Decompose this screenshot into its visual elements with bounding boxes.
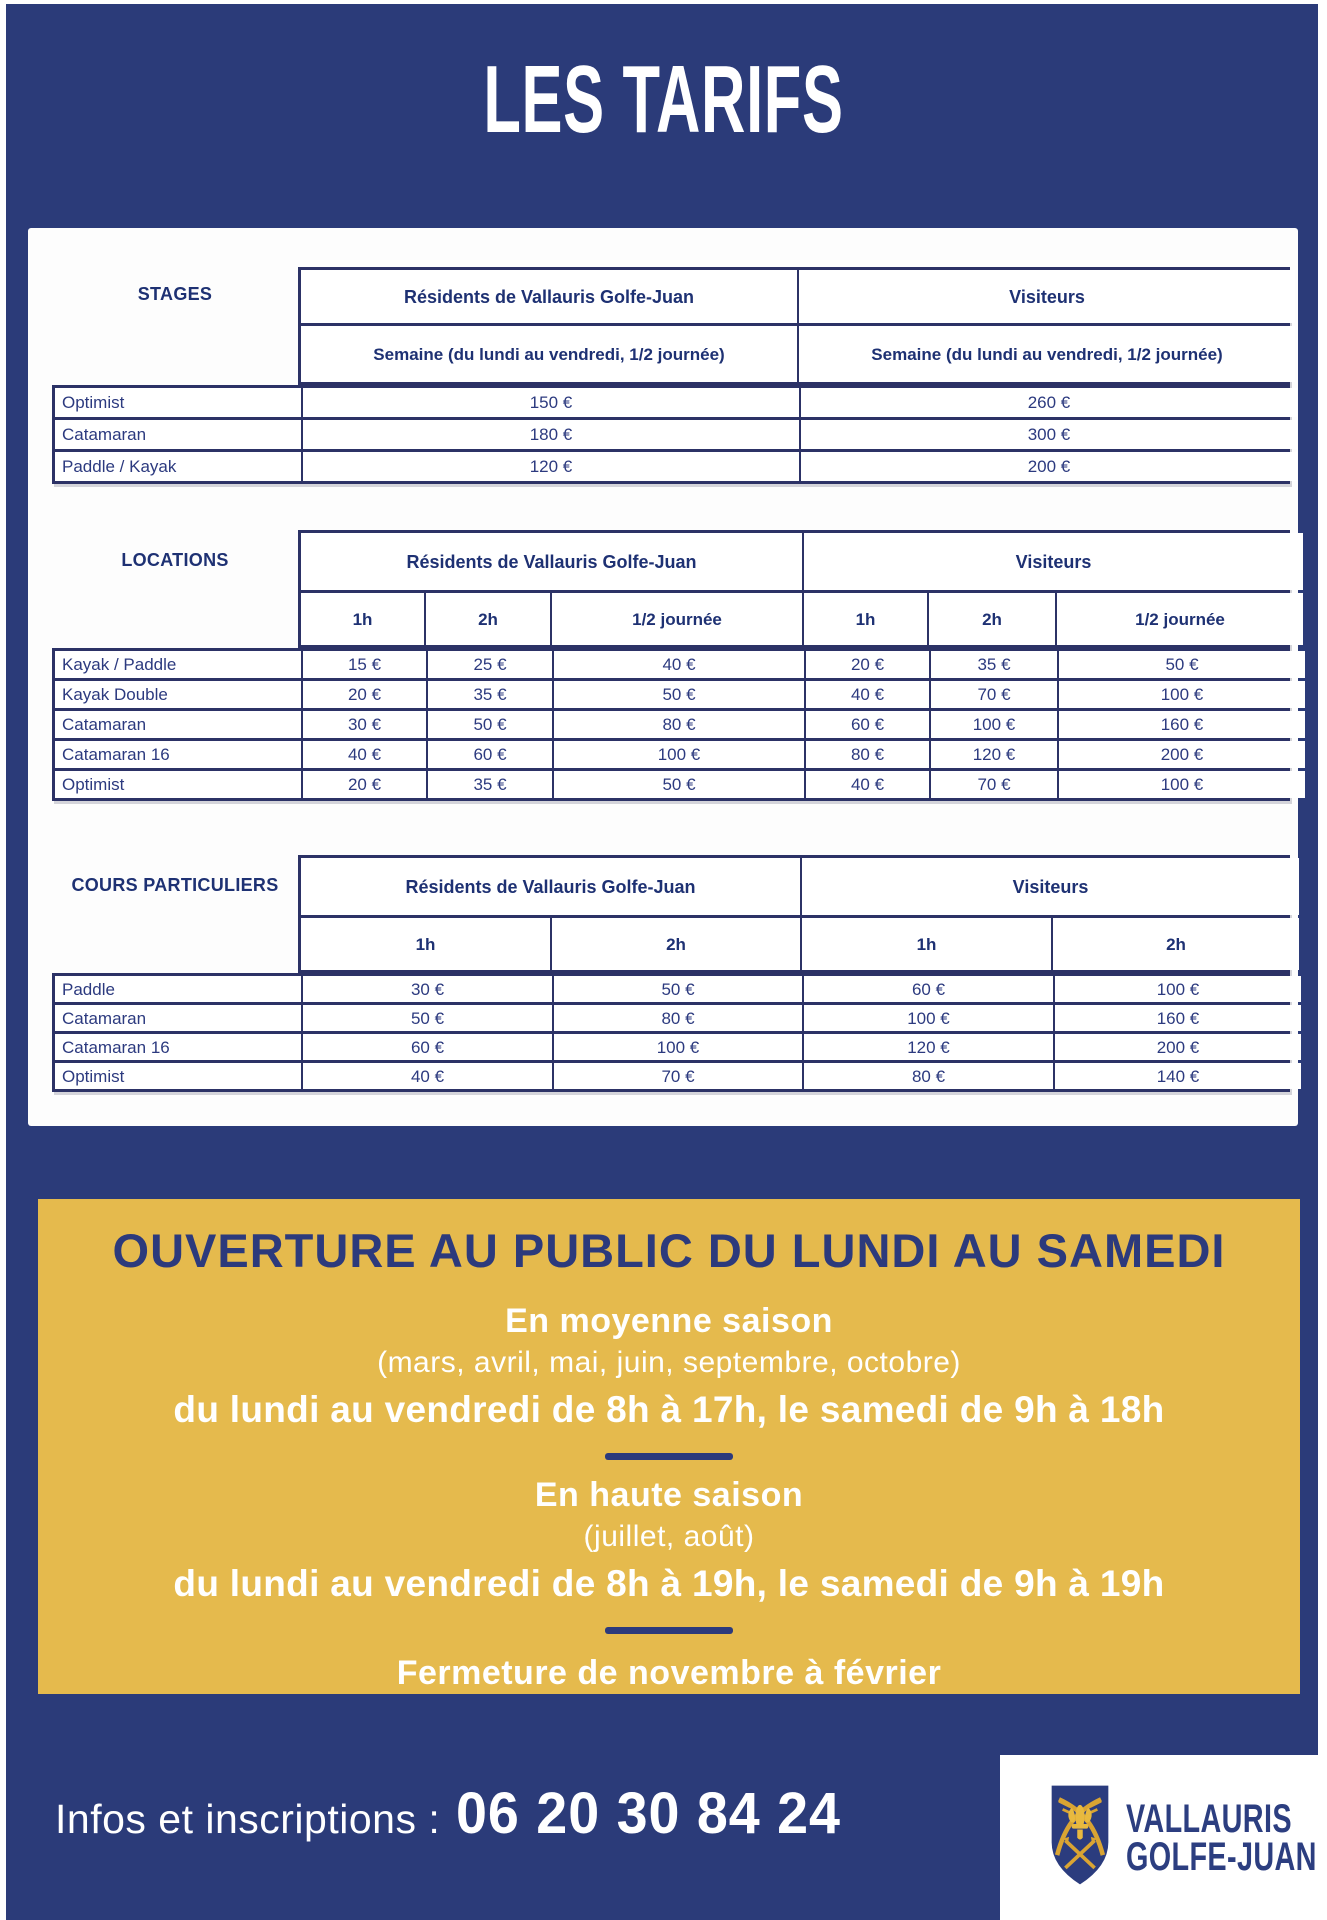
opening-hours-panel	[38, 1199, 1300, 1694]
price-cell: 80 €	[806, 741, 929, 768]
row-label-cell: Catamaran	[55, 711, 301, 738]
price-cell: 120 €	[303, 452, 799, 481]
row-label-cell: Optimist	[55, 388, 301, 417]
tariff-header-stages	[298, 267, 1290, 385]
row-label-cell: Optimist	[55, 1063, 301, 1089]
sub-header-cell: 1h	[301, 593, 424, 645]
price-cell: 160 €	[1059, 711, 1305, 738]
tariff-header-cours-particuliers	[298, 855, 1290, 973]
section-label-stages: STAGES	[137, 284, 213, 304]
price-cell: 60 €	[303, 1034, 552, 1060]
price-cell: 100 €	[804, 1005, 1053, 1031]
price-cell: 300 €	[801, 420, 1297, 449]
row-label-cell: Catamaran	[55, 1005, 301, 1031]
row-label-cell: Kayak / Paddle	[55, 651, 301, 678]
row-label-cell: Optimist	[55, 771, 301, 798]
price-cell: 120 €	[931, 741, 1057, 768]
sub-header-cell: 1/2 journée	[1057, 593, 1303, 645]
page-title-text: LES TARIFS	[483, 46, 844, 153]
price-cell: 35 €	[428, 771, 552, 798]
price-cell: 80 €	[804, 1063, 1053, 1089]
footer-contact-line	[55, 1780, 857, 1847]
price-cell: 30 €	[303, 976, 552, 1002]
tariff-table-locations	[52, 648, 1290, 801]
price-cell: 60 €	[806, 711, 929, 738]
season-months-high: (juillet, août)	[583, 1520, 755, 1553]
price-cell: 40 €	[806, 771, 929, 798]
price-cell: 40 €	[303, 741, 426, 768]
price-cell: 50 €	[554, 771, 804, 798]
logo-box	[1000, 1755, 1327, 1920]
price-cell: 20 €	[303, 681, 426, 708]
price-cell: 160 €	[1055, 1005, 1301, 1031]
price-cell: 20 €	[806, 651, 929, 678]
price-cell: 200 €	[1059, 741, 1305, 768]
sub-header-cell: 1h	[301, 918, 550, 970]
price-cell: 100 €	[1055, 976, 1301, 1002]
tariff-table-stages	[52, 385, 1290, 484]
row-label-cell: Paddle / Kayak	[55, 452, 301, 481]
price-cell: 120 €	[804, 1034, 1053, 1060]
season-heading-high: En haute saison	[534, 1476, 804, 1514]
tariff-header-locations	[298, 530, 1290, 648]
sub-header-cell: Semaine (du lundi au vendredi, 1/2 journée)	[301, 326, 797, 382]
page-title	[0, 46, 1327, 153]
section-label-cours-particuliers: COURS PARTICULIERS	[71, 874, 279, 895]
price-cell: 140 €	[1055, 1063, 1301, 1089]
group-header-cell: Résidents de Vallauris Golfe-Juan	[301, 533, 802, 590]
price-cell: 200 €	[1055, 1034, 1301, 1060]
group-header-cell: Visiteurs	[799, 270, 1295, 323]
logo-text-line2: GOLFE-JUAN	[1126, 1834, 1317, 1879]
price-cell: 50 €	[1059, 651, 1305, 678]
footer-phone-number: 06 20 30 84 24	[456, 1781, 842, 1846]
season-months-mid: (mars, avril, mai, juin, septembre, octobre)	[377, 1346, 961, 1379]
price-cell: 70 €	[931, 681, 1057, 708]
price-cell: 15 €	[303, 651, 426, 678]
hours-title: OUVERTURE AU PUBLIC DU LUNDI AU SAMEDI	[112, 1224, 1226, 1277]
row-label-cell: Paddle	[55, 976, 301, 1002]
price-cell: 80 €	[554, 1005, 802, 1031]
price-cell: 180 €	[303, 420, 799, 449]
season-heading-mid: En moyenne saison	[505, 1302, 833, 1340]
sub-header-cell: 2h	[552, 918, 800, 970]
price-cell: 35 €	[428, 681, 552, 708]
section-divider	[605, 1453, 733, 1460]
price-cell: 60 €	[804, 976, 1053, 1002]
price-cell: 100 €	[1059, 681, 1305, 708]
price-cell: 30 €	[303, 711, 426, 738]
tariff-table-cours-particuliers	[52, 973, 1290, 1092]
price-cell: 25 €	[428, 651, 552, 678]
price-cell: 40 €	[806, 681, 929, 708]
footer-info-label: Infos et inscriptions :	[55, 1796, 441, 1842]
closure-text: Fermeture de novembre à février	[396, 1654, 942, 1692]
price-cell: 50 €	[428, 711, 552, 738]
row-label-cell: Kayak Double	[55, 681, 301, 708]
logo-text	[1126, 1796, 1317, 1879]
price-cell: 40 €	[303, 1063, 552, 1089]
price-cell: 260 €	[801, 388, 1297, 417]
group-header-cell: Résidents de Vallauris Golfe-Juan	[301, 270, 797, 323]
price-cell: 35 €	[931, 651, 1057, 678]
sub-header-cell: 2h	[929, 593, 1055, 645]
row-label-cell: Catamaran	[55, 420, 301, 449]
tariffs-panel	[28, 228, 1298, 1126]
price-cell: 80 €	[554, 711, 804, 738]
price-cell: 100 €	[1059, 771, 1305, 798]
price-cell: 70 €	[931, 771, 1057, 798]
group-header-cell: Visiteurs	[804, 533, 1303, 590]
section-label-locations: LOCATIONS	[121, 549, 229, 570]
price-cell: 40 €	[554, 651, 804, 678]
price-cell: 150 €	[303, 388, 799, 417]
group-header-cell: Visiteurs	[802, 858, 1299, 915]
price-cell: 20 €	[303, 771, 426, 798]
price-cell: 70 €	[554, 1063, 802, 1089]
sub-header-cell: 1h	[802, 918, 1051, 970]
season-hours-mid: du lundi au vendredi de 8h à 17h, le samedi de 9h à 18h	[173, 1389, 1165, 1430]
sub-header-cell: 2h	[426, 593, 550, 645]
row-label-cell: Catamaran 16	[55, 741, 301, 768]
logo-text-line1: VALLAURIS	[1126, 1796, 1292, 1841]
row-label-cell: Catamaran 16	[55, 1034, 301, 1060]
section-divider	[605, 1627, 733, 1634]
price-cell: 100 €	[554, 741, 804, 768]
price-cell: 100 €	[931, 711, 1057, 738]
price-cell: 50 €	[303, 1005, 552, 1031]
sub-header-cell: Semaine (du lundi au vendredi, 1/2 journée)	[799, 326, 1295, 382]
group-header-cell: Résidents de Vallauris Golfe-Juan	[301, 858, 800, 915]
price-cell: 50 €	[554, 681, 804, 708]
sub-header-cell: 2h	[1053, 918, 1299, 970]
price-cell: 100 €	[554, 1034, 802, 1060]
sub-header-cell: 1/2 journée	[552, 593, 802, 645]
sub-header-cell: 1h	[804, 593, 927, 645]
price-cell: 50 €	[554, 976, 802, 1002]
price-cell: 200 €	[801, 452, 1297, 481]
vallauris-crest-icon	[1048, 1782, 1112, 1893]
price-cell: 60 €	[428, 741, 552, 768]
season-hours-high: du lundi au vendredi de 8h à 19h, le samedi de 9h à 19h	[173, 1563, 1165, 1604]
